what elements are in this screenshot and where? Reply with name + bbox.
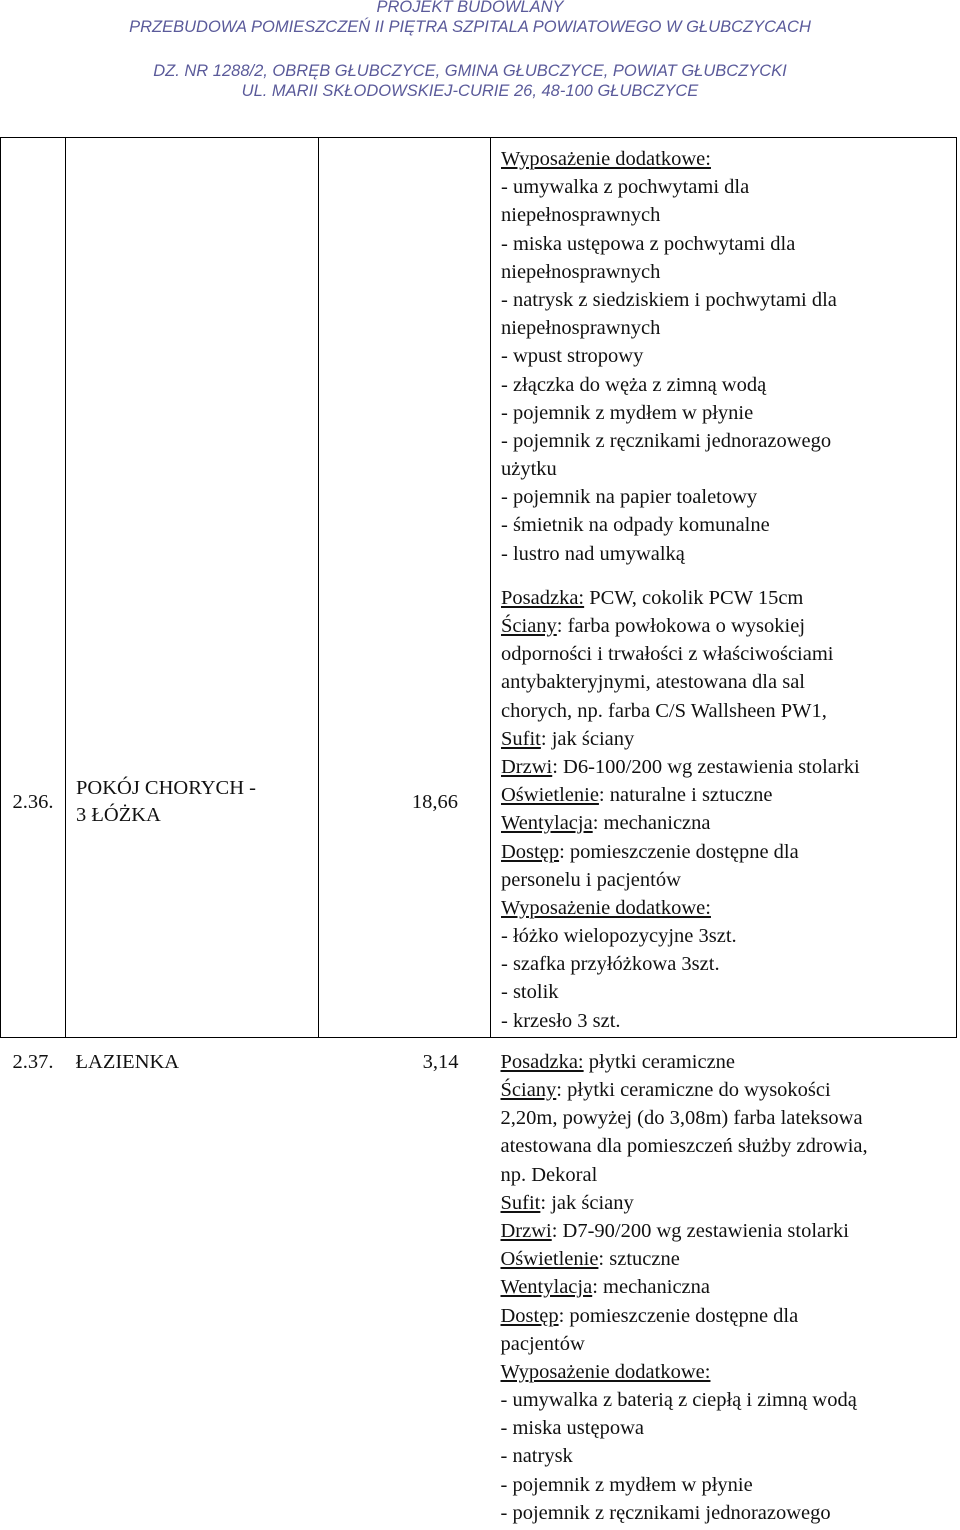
list-item: - pojemnik z mydłem w płynie [501,401,754,424]
walls-label: Ściany [500,1079,557,1101]
list-item: - łóżko wielopozycyjne 3szt. [501,925,737,948]
ceiling-spec [501,1189,953,1217]
room-number-cell [1,138,66,568]
room-name-cell [66,138,319,568]
access-spec [501,838,952,866]
room-number-cell [1,1037,66,1527]
list-item: - umywalka z pochwytami dla [501,176,750,199]
equipment-label: Wyposażenie dodatkowe: [501,148,711,170]
ceiling-value: : jak ściany [540,1191,634,1214]
room-area-cell [319,1037,491,1527]
ventilation-spec [501,1273,953,1301]
doors-label: Drzwi [501,755,553,778]
room-name-cell [66,568,319,1038]
floor-value: płytki ceramiczne [583,1050,736,1073]
access-value-line: personelu i pacjentów [501,868,681,891]
floor-spec [501,584,952,612]
list-item: - miska ustępowa z pochwytami dla [501,232,796,255]
room-area-cell [319,568,491,1038]
walls-value: : farba powłokowa o wysokiej [556,615,806,637]
ventilation-value: : mechaniczna [592,1276,711,1299]
ventilation-value: : mechaniczna [592,812,711,835]
floor-value: PCW, cokolik PCW 15cm [584,586,804,609]
room-name-cell [66,1037,319,1527]
doors-label: Drzwi [500,1219,552,1242]
lighting-spec [501,1245,953,1273]
floor-label: Posadzka: [501,586,585,609]
equipment-label: Wyposażenie dodatkowe: [500,1360,711,1383]
doors-value: : D6-100/200 wg zestawienia stolarki [552,755,860,778]
ceiling-label: Sufit [501,727,541,750]
list-item: niepełnosprawnych [501,260,661,283]
list-item: - złączka do węża z zimną wodą [501,373,767,396]
list-item: - pojemnik z mydłem w płynie [500,1473,753,1496]
list-item: - pojemnik z ręcznikami jednorazowego [501,429,832,452]
walls-value-line: odporności i trwałości z właściwościami [501,643,834,666]
floor-spec [501,1048,953,1076]
floor-label: Posadzka: [500,1050,584,1073]
room-name: ŁAZIENKA [75,1050,180,1073]
header-plot-info: DZ. NR 1288/2, OBRĘB GŁUBCZYCE, GMINA GŁUBCZYCE, POWIAT GŁUBCZYCKI [153,62,787,80]
rooms-table [0,137,957,1527]
lighting-value: : sztuczne [598,1248,680,1271]
room-description-cell [491,568,957,1038]
doors-spec [501,753,952,781]
list-item: - miska ustępowa [500,1417,644,1440]
list-item: - pojemnik na papier toaletowy [501,486,758,509]
table-row-room-2-36 [1,568,957,1038]
doors-spec [501,1217,953,1245]
walls-value-line: chorych, np. farba C/S Wallsheen PW1, [501,699,827,722]
access-value: : pomieszczenie dostępne dla [559,840,799,863]
walls-value-line: 2,20m, powyżej (do 3,08m) farba lateksowa [500,1107,863,1130]
ventilation-spec [501,809,952,837]
ventilation-label: Wentylacja [500,1276,593,1299]
room-description-cell [491,138,957,568]
table-row-continuation [1,138,957,568]
room-number: 2.36. [12,790,54,813]
room-area-cell [319,138,491,568]
header-address: UL. MARII SKŁODOWSKIEJ-CURIE 26, 48-100 GŁUBCZYCE [241,82,699,100]
list-item: - lustro nad umywalką [501,542,685,565]
walls-value-line: np. Dekoral [500,1163,598,1186]
equipment-label: Wyposażenie dodatkowe: [501,896,711,919]
list-item: - pojemnik z ręcznikami jednorazowego [500,1501,831,1524]
walls-spec [501,1076,953,1104]
walls-spec [501,612,952,640]
room-number: 2.37. [12,1050,54,1073]
list-item: niepełnosprawnych [501,204,661,227]
access-spec [501,1302,953,1330]
list-item: - natrysk [500,1445,573,1468]
access-value-line: pacjentów [500,1332,585,1355]
list-item: - umywalka z baterią z ciepłą i zimną wodą [500,1389,857,1412]
list-item: - natrysk z siedziskiem i pochwytami dla [501,288,837,311]
table-row-room-2-37 [1,1037,957,1527]
room-area: 18,66 [411,790,458,813]
access-value: : pomieszczenie dostępne dla [558,1304,799,1327]
walls-value-line: atestowana dla pomieszczeń służby zdrowia, [500,1135,868,1158]
doors-value: : D7-90/200 wg zestawienia stolarki [551,1219,849,1242]
room-number-cell [1,568,66,1038]
access-label: Dostęp [501,840,560,863]
walls-value-line: antybakteryjnymi, atestowana dla sal [501,671,805,694]
room-description-cell [491,1037,957,1527]
lighting-label: Oświetlenie [501,784,599,807]
list-item: użytku [501,458,557,481]
ceiling-spec [501,725,952,753]
list-item: - śmietnik na odpady komunalne [501,514,770,537]
room-name-line: POKÓJ CHORYCH - [76,777,256,800]
room-area: 3,14 [422,1050,459,1073]
access-label: Dostęp [500,1304,559,1327]
list-item: - wpust stropowy [501,345,644,368]
lighting-value: : naturalne i sztuczne [598,784,773,807]
header-project-type: PROJEKT BUDOWLANY [376,0,564,16]
lighting-spec [501,781,952,809]
lighting-label: Oświetlenie [500,1248,599,1271]
list-item: - krzesło 3 szt. [501,1009,621,1032]
ceiling-label: Sufit [500,1191,541,1214]
ceiling-value: : jak ściany [540,727,635,750]
walls-value: : płytki ceramiczne do wysokości [556,1079,831,1101]
list-item: - stolik [501,981,559,1004]
room-name-line: 3 ŁÓŻKA [76,804,161,827]
header-project-title: PRZEBUDOWA POMIESZCZEŃ II PIĘTRA SZPITALA POWIATOWEGO W GŁUBCZYCACH [129,18,811,36]
walls-label: Ściany [501,615,557,637]
ventilation-label: Wentylacja [501,812,593,835]
list-item: niepełnosprawnych [501,317,661,340]
list-item: - szafka przyłóżkowa 3szt. [501,953,720,976]
